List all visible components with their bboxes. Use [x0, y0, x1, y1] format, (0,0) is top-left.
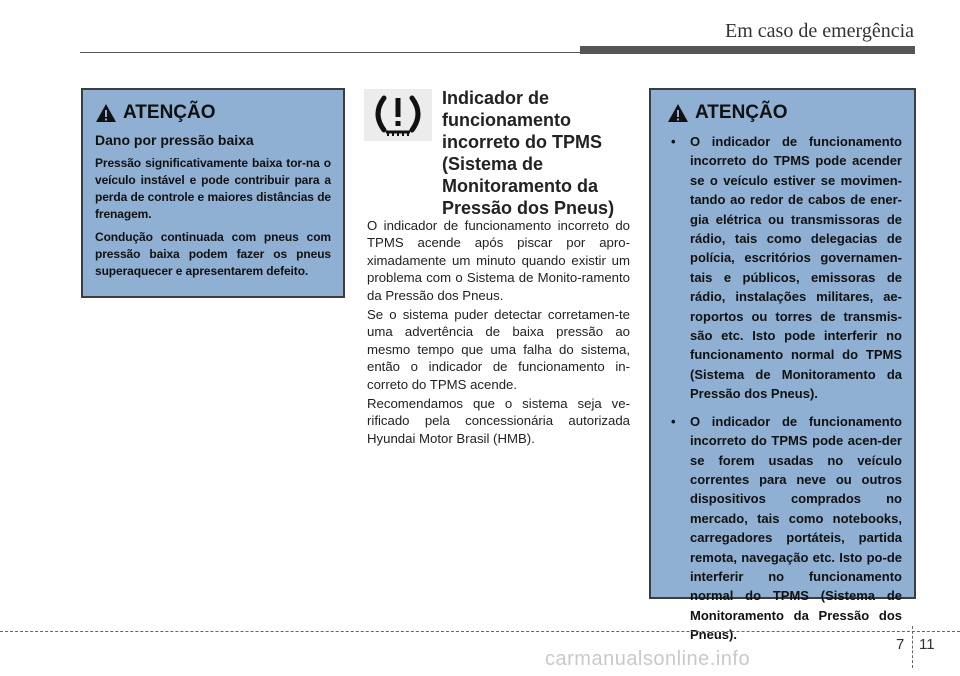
left-warning-paragraph: Condução continuada com pneus com pressão baixa podem fazer os pneus superaquecer e apresentarem defeito.	[95, 230, 331, 278]
left-warning-heading-text: ATENÇÃO	[123, 102, 216, 123]
footer-separator	[912, 626, 913, 668]
header-title: Em caso de emergência	[725, 20, 914, 42]
section-paragraph: Recomendamos que o sistema seja ve-rificado pela concessionária autorizada Hyundai Motor Brasil (HMB).	[367, 396, 630, 446]
list-item	[663, 132, 902, 404]
footer-rule	[0, 631, 960, 632]
right-warning-box	[649, 88, 916, 643]
bullet-text: O indicador de funcionamento incorreto do TPMS pode acen-der se forem usadas no veículo correntes para neve ou outros dispositivos comprados no mercado, tais como notebooks, carregadores portáteis, partida remota, navegação etc. Isto po-de interferir no funcionamento normal do TPMS (Sistema de Monitoramento da Pressão dos Pneus).	[690, 413, 902, 643]
left-warning-box	[81, 88, 345, 298]
left-warning-subheading: Dano por pressão baixa	[95, 132, 254, 148]
watermark: carmanualsonline.info	[545, 648, 751, 670]
section-title: Indicador de funcionamento incorreto do TPMS (Sistema de Monitoramento da Pressão dos Pneus)	[442, 88, 615, 218]
section-paragraph: O indicador de funcionamento incorreto do TPMS acende após piscar por apro-ximadamente um minuto quando existir um problema com o Sistema de Monito-ramento da Pressão dos Pneus.	[367, 218, 630, 303]
list-item	[663, 412, 902, 645]
warning-triangle-icon	[95, 103, 117, 123]
left-warning-heading	[95, 102, 331, 124]
right-warning-heading-text: ATENÇÃO	[695, 102, 788, 123]
bullet-icon: •	[671, 413, 676, 429]
bullet-icon: •	[671, 134, 676, 149]
page-number: 11	[919, 636, 935, 653]
header-rule-thick	[580, 46, 915, 54]
bullet-text: O indicador de funcionamento incorreto do TPMS pode acender se o veículo estiver se movimen-tando ao redor de cabos de ener-gia elétrica ou transmissoras de rádio, tais como delegacias de polícia, escritórios governamen-tais e públicos, emissoras de rádio, instalações militares, ae-roportos ou torres de transmis-são etc. Isto pode interferir no funcionamento normal do TPMS (Sistema de Monitoramento da Pressão dos Pneus).	[690, 134, 902, 402]
section-paragraph: Se o sistema puder detectar corretamen-te uma advertência de baixa pressão ao mesmo tempo que uma falha do sistema, então o indicador de funcionamento in-correto do TPMS acende.	[367, 307, 630, 392]
tpms-malfunction-icon	[364, 89, 432, 141]
right-warning-list	[663, 132, 902, 645]
warning-triangle-icon	[667, 103, 689, 123]
right-warning-heading	[663, 102, 902, 124]
header-rule-thin	[80, 52, 580, 53]
section-body	[367, 217, 630, 449]
page-chapter: 7	[896, 636, 905, 653]
left-warning-paragraph: Pressão significativamente baixa tor-na o veículo instável e pode contribuir para a perda de controle e maiores distâncias de frenagem.	[95, 156, 331, 221]
